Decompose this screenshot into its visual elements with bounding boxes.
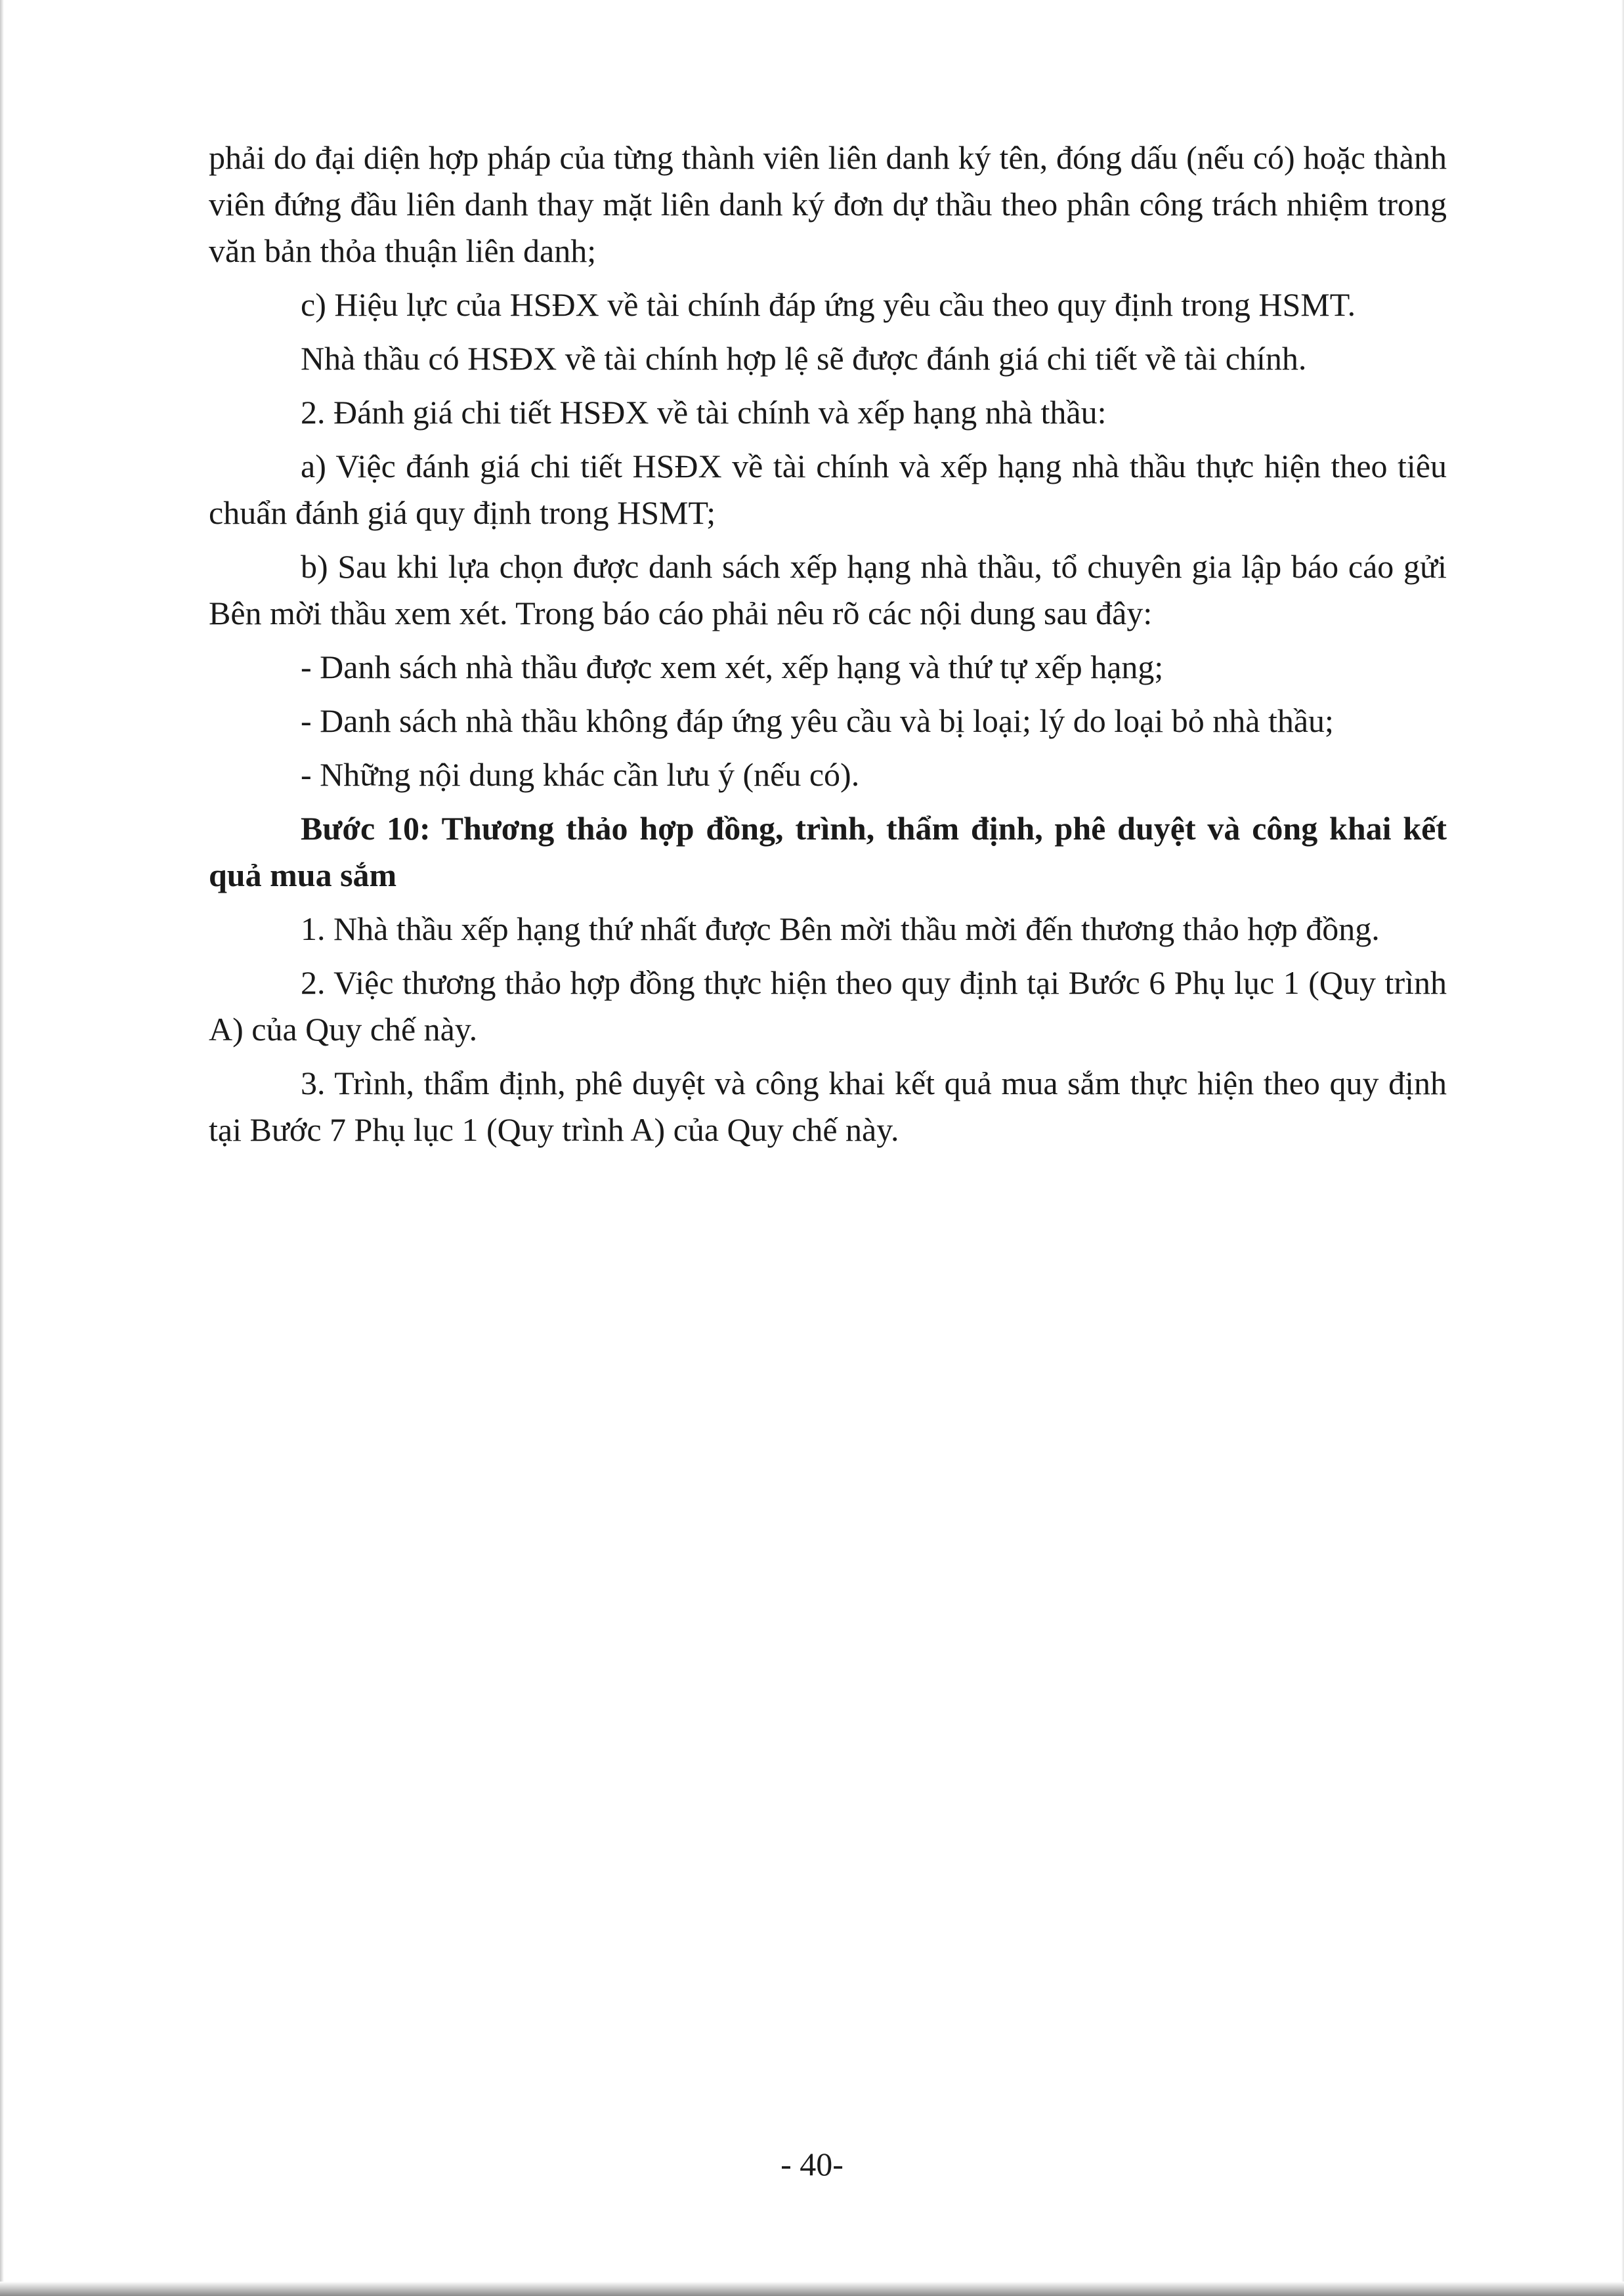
paragraph-item-a: a) Việc đánh giá chi tiết HSĐX về tài chính và xếp hạng nhà thầu thực hiện theo tiêu chuẩn đánh giá quy định trong HSMT;	[209, 448, 1447, 531]
document-body	[209, 135, 1447, 1160]
step-10-heading: Bước 10: Thương thảo hợp đồng, trình, thẩm định, phê duyệt và công khai kết quả mua sắm	[209, 810, 1447, 893]
paragraph-item-c: c) Hiệu lực của HSĐX về tài chính đáp ứng yêu cầu theo quy định trong HSMT.	[301, 286, 1356, 323]
paragraph-step-10-item-2: 2. Việc thương thảo hợp đồng thực hiện theo quy định tại Bước 6 Phụ lục 1 (Quy trình A) của Quy chế này.	[209, 964, 1447, 1048]
paragraph-continuation: phải do đại diện hợp pháp của từng thành viên liên danh ký tên, đóng dấu (nếu có) hoặc thành viên đứng đầu liên danh thay mặt liên danh ký đơn dự thầu theo phân công trách nhiệm trong văn bản thỏa thuận liên danh;	[209, 139, 1447, 269]
paragraph-step-10-item-3: 3. Trình, thẩm định, phê duyệt và công khai kết quả mua sắm thực hiện theo quy định tại Bước 7 Phụ lục 1 (Quy trình A) của Quy chế này.	[209, 1065, 1447, 1148]
page-number: - 40-	[780, 2146, 844, 2182]
list-item: - Những nội dung khác cần lưu ý (nếu có).	[301, 756, 860, 793]
scan-edge-left	[0, 0, 4, 2296]
scan-edge-right	[1621, 0, 1624, 2296]
paragraph-step-10-item-1: 1. Nhà thầu xếp hạng thứ nhất được Bên mời thầu mời đến thương thảo hợp đồng.	[301, 910, 1380, 947]
list-item: - Danh sách nhà thầu không đáp ứng yêu cầu và bị loại; lý do loại bỏ nhà thầu;	[301, 702, 1334, 739]
paragraph-section-2: 2. Đánh giá chi tiết HSĐX về tài chính và xếp hạng nhà thầu:	[301, 394, 1107, 431]
paragraph-valid-bid: Nhà thầu có HSĐX về tài chính hợp lệ sẽ được đánh giá chi tiết về tài chính.	[301, 340, 1307, 377]
paragraph-item-b: b) Sau khi lựa chọn được danh sách xếp hạng nhà thầu, tổ chuyên gia lập báo cáo gửi Bên mời thầu xem xét. Trong báo cáo phải nêu rõ các nội dung sau đây:	[209, 548, 1447, 631]
list-item: - Danh sách nhà thầu được xem xét, xếp hạng và thứ tự xếp hạng;	[301, 648, 1164, 685]
scan-edge-bottom	[0, 2282, 1624, 2296]
